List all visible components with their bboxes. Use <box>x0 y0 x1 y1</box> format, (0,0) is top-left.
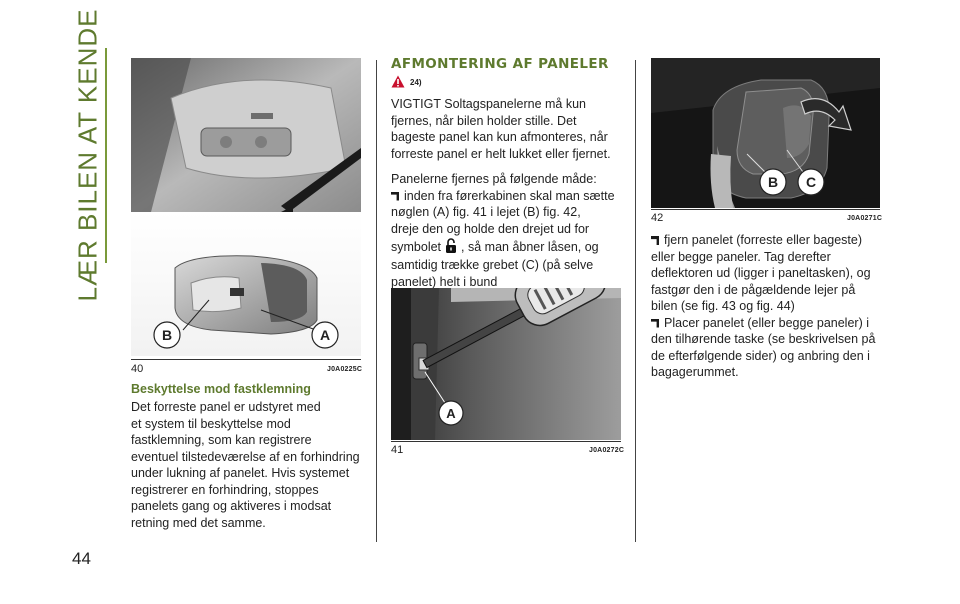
text-line: eller begge paneler. Tag derefter <box>651 249 831 264</box>
text-line: fastklemning, som kan registrere <box>131 433 312 447</box>
text-line: registrerer en forhindring, stoppes <box>131 482 319 497</box>
figure-41-image <box>391 288 621 440</box>
callout-b-label: B <box>161 327 173 343</box>
padlock-open-icon <box>445 238 457 254</box>
anti-pinch-description <box>131 399 371 531</box>
warning-reference: 24) <box>410 78 422 87</box>
overhead-console-illustration <box>131 58 361 356</box>
column-divider-1 <box>376 60 377 542</box>
important-note <box>391 96 631 162</box>
figure-42-caption-rule <box>651 209 880 210</box>
text-line: et system til beskyttelse mod <box>131 416 291 431</box>
text-line: fjern panelet (forreste eller bageste) <box>664 233 863 247</box>
figure-42-image <box>651 58 880 208</box>
text-line: deflektoren ud (ligger i paneltasken), og <box>651 266 871 280</box>
warning-icon <box>391 75 405 88</box>
text-line: under lukning af panelet. Hvis systemet <box>131 466 350 480</box>
text-line: de efterfølgende sider) og anbring den i <box>651 348 870 363</box>
section-side-title-text: LÆR BILEN AT KENDE <box>72 8 103 302</box>
text-line: den tilhørende taske (se beskrivelsen på <box>651 332 876 346</box>
text-line: Placer panelet (eller begge paneler) i <box>664 315 869 330</box>
bullet-icon <box>651 235 660 245</box>
subheading-anti-pinch: Beskyttelse mod fastklemning <box>131 382 311 396</box>
removal-step-2 <box>651 232 887 315</box>
figure-40-code: J0A0225C <box>327 366 363 373</box>
removal-step-1 <box>391 188 631 291</box>
removal-step-3 <box>651 315 887 381</box>
text-line: Panelerne fjernes på følgende måde: <box>391 172 597 186</box>
figure-42-number: 42 <box>651 212 664 224</box>
callout-a-label: A <box>319 327 331 343</box>
side-title-rule <box>105 48 107 263</box>
text-line: fastgør den i de pågældende lejer på <box>651 282 856 297</box>
text-line: forreste panel er helt lukket eller fjernet. <box>391 146 611 161</box>
removal-intro <box>391 171 631 188</box>
text-line: eventuel tilstedeværelse af en forhindring <box>131 449 360 464</box>
text-line: fjernes, når bilen holder stille. Det <box>391 113 577 128</box>
figure-40-caption-rule <box>131 359 361 360</box>
text-line: panelets gang og aktiveres i modsat <box>131 499 332 513</box>
text-line: samtidig trække grebet (C) (på selve <box>391 258 594 272</box>
removal-final-steps <box>651 232 887 381</box>
panel-release-lever-illustration <box>651 58 880 208</box>
figure-40-number: 40 <box>131 363 144 375</box>
removal-instructions <box>391 96 631 290</box>
bullet-icon <box>391 191 400 201</box>
figure-40-image <box>131 58 361 356</box>
text-line: Det forreste panel er udstyret med <box>131 400 321 414</box>
figure-41-caption-rule <box>391 441 621 442</box>
text-line: bagagerummet. <box>651 365 739 379</box>
page-number: 44 <box>72 549 91 568</box>
text-line: retning med det samme. <box>131 515 266 530</box>
key-in-roof-lock-illustration <box>391 288 621 440</box>
bullet-icon <box>651 318 660 328</box>
text-line: VIGTIGT Soltagspanelerne må kun <box>391 97 587 111</box>
text-line: bilen (se fig. 43 og fig. 44) <box>651 299 795 313</box>
text-line: inden fra førerkabinen skal man sætte <box>404 188 615 203</box>
callout-c-label: C <box>805 174 817 190</box>
text-line: , så man åbner låsen, og <box>461 240 599 254</box>
figure-41-code: J0A0272C <box>589 447 625 454</box>
callout-a-label: A <box>446 406 456 421</box>
section-side-title <box>72 8 104 302</box>
text-line: dreje den og holde den drejet ud for <box>391 221 590 236</box>
column-divider-2 <box>635 60 636 542</box>
text-line: panelet) helt i bund <box>391 274 498 289</box>
figure-42-code: J0A0271C <box>847 215 883 222</box>
figure-41-number: 41 <box>391 444 404 456</box>
text-line: nøglen (A) fig. 41 i lejet (B) fig. 42, <box>391 205 581 219</box>
callout-b-label: B <box>767 174 779 190</box>
section-heading-panel-removal: AFMONTERING AF PANELER <box>391 56 609 72</box>
text-line: bageste panel kan kun afmonteres, når <box>391 130 608 144</box>
text-line: symbolet <box>391 240 442 254</box>
